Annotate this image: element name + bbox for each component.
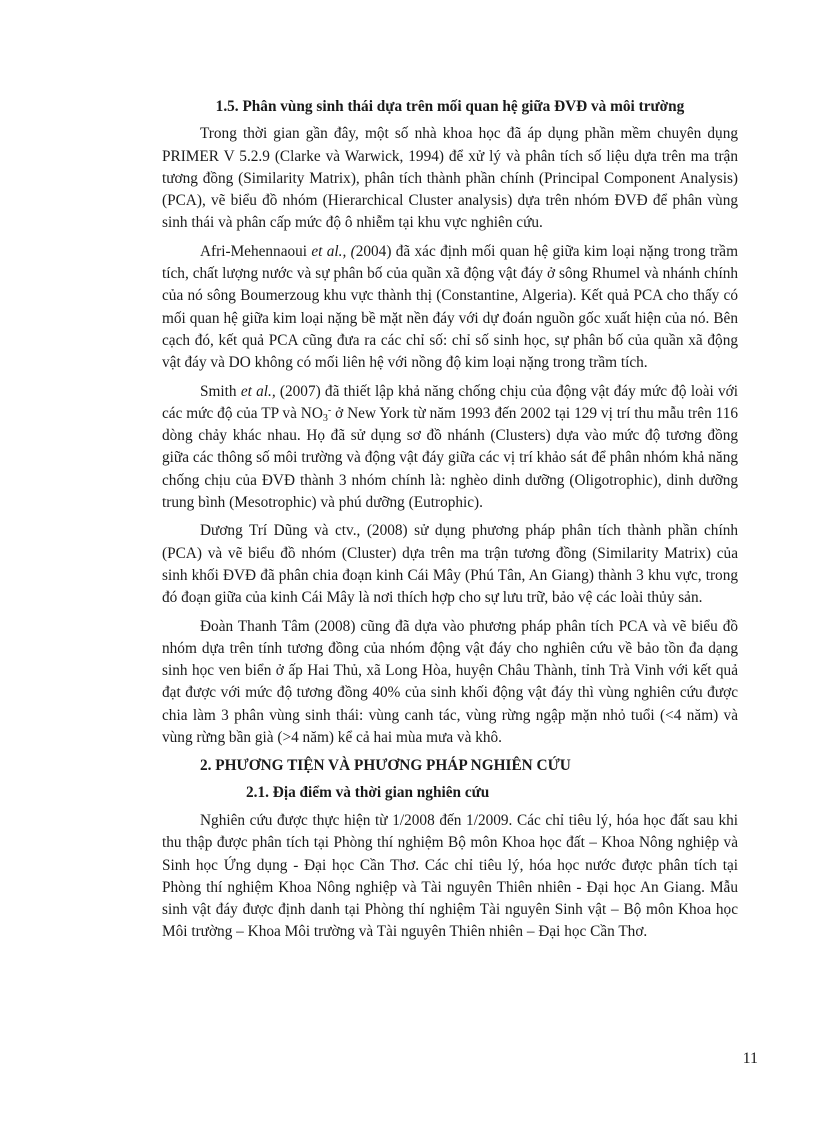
paragraph-primer: Trong thời gian gần đây, một số nhà khoa học đã áp dụng phần mềm chuyên dụng PRIMER V 5.2.9 (Clarke và Warwick, 1994) để xử lý và phân tích số liệu dựa trên ma trận tương đồng (Similarity Matrix), phân tích thành phần chính (Principal Component Analysis) (PCA), vẽ biểu đồ nhóm (Hierarchical Cluster analysis) dựa trên nhóm ĐVĐ để phân vùng sinh thái và phân cấp mức độ ô nhiễm tại khu vực nghiên cứu. bbox=[162, 125, 738, 232]
paragraph-study-location: Nghiên cứu được thực hiện từ 1/2008 đến 1/2009. Các chỉ tiêu lý, hóa học đất sau khi thu thập được phân tích tại Phòng thí nghiệm Bộ môn Khoa học đất – Khoa Nông nghiệp và Sinh học Ứng dụng - Đại học Cần Thơ. Các chỉ tiêu lý, hóa học nước được phân tích tại Phòng thí nghiệm Khoa Nông nghiệp và Tài nguyên Thiên nhiên - Đại học An Giang. Mẫu sinh vật đáy được định danh tại Phòng thí nghiệm Tài nguyên Sinh vật – Bộ môn Khoa học Môi trường – Khoa Môi trường và Tài nguyên Thiên nhiên – Đại học Cần Thơ. bbox=[162, 811, 738, 941]
subscript-3: 3 bbox=[322, 412, 328, 424]
paragraph-afri-mehennaoui bbox=[162, 241, 738, 375]
paragraph-duong-tri-dung: Dương Trí Dũng và ctv., (2008) sử dụng phương pháp phân tích thành phần chính (PCA) và vẽ biểu đồ nhóm (Cluster) dựa trên ma trận tương đồng (Similarity Matrix) của sinh khối ĐVĐ đã phân chia đoạn kinh Cái Mây (Phú Tân, An Giang) thành 3 khu vực, trong đó đoạn giữa của kinh Cái Mây là nơi thích hợp cho sự lưu trữ, bảo vệ các loài thủy sản. bbox=[162, 522, 738, 607]
author-name: Smith bbox=[200, 382, 241, 400]
section-heading-2-1: 2.1. Địa điểm và thời gian nghiên cứu bbox=[246, 783, 490, 801]
paragraph-smith bbox=[162, 381, 738, 515]
author-name: Afri-Mehennaoui bbox=[200, 242, 312, 260]
page-number: 11 bbox=[742, 1050, 758, 1067]
paragraph-doan-thanh-tam: Đoàn Thanh Tâm (2008) cũng đã dựa vào phương pháp phân tích PCA và vẽ biểu đồ nhóm dựa trên tính tương đồng của nhóm động vật đáy cho nghiên cứu về bảo tồn đa dạng sinh học ven biển ở ấp Hai Thủ, xã Long Hòa, huyện Châu Thành, tỉnh Trà Vinh với kết quả đạt được với mức độ tương đồng 40% của sinh khối động vật đáy thì vùng nghiên cứu được chia làm 3 phân vùng sinh thái: vùng canh tác, vùng rừng ngập mặn nhỏ tuổi (<4 năm) và vùng rừng bần già (>4 năm) kể cả hai mùa mưa và khô. bbox=[162, 617, 738, 747]
superscript-minus: - bbox=[327, 404, 332, 416]
paragraph-text: ở New York từ năm 1993 đến 2002 tại 129 vị trí thu mẫu trên 116 dòng chảy khác nhau. Họ đã sử dụng sơ đồ nhánh (Clusters) dựa vào mức độ tương đồng giữa các thông số môi trường và động vật đáy giữa các vị trí khảo sát để phân nhóm khả năng chống chịu của ĐVĐ thành 3 nhóm chính là: nghèo dinh dưỡng (Oligotrophic), dinh dưỡng trung bình (Mesotrophic) và phú dưỡng (Eutrophic). bbox=[162, 404, 739, 512]
document-page bbox=[162, 96, 738, 950]
section-heading-2: 2. PHƯƠNG TIỆN VÀ PHƯƠNG PHÁP NGHIÊN CỨU bbox=[200, 757, 571, 775]
et-al-text: et al., ( bbox=[311, 242, 356, 260]
paragraph-text: 2004) đã xác định mối quan hệ giữa kim loại nặng trong trầm tích, chất lượng nước và sự phân bố của quần xã động vật đáy ở sông Rhumel và nhánh chính của nó sông Boumerzoug khu vực thành thị (Constantine, Algeria). Kết quả PCA cho thấy có mối quan hệ giữa kim loại nặng bề mặt nền đáy với dự đoán nguồn gốc xuất hiện của nó. Bên cạch đó, kết quả PCA cũng đưa ra các chỉ số: chỉ số sinh học, sự phân bố của quần xã động vật đáy và DO không có mối liên hệ với nồng độ kim loại nặng trong trầm tích. bbox=[162, 242, 738, 372]
et-al-text: et al., bbox=[240, 382, 276, 400]
paragraph-text: (2007) đã thiết lập khả năng chống chịu của động vật đáy mức độ loài với các mức độ của TP và NO bbox=[162, 382, 738, 422]
section-heading-1-5: 1.5. Phân vùng sinh thái dựa trên mối quan hệ giữa ĐVĐ và môi trường bbox=[215, 98, 685, 115]
